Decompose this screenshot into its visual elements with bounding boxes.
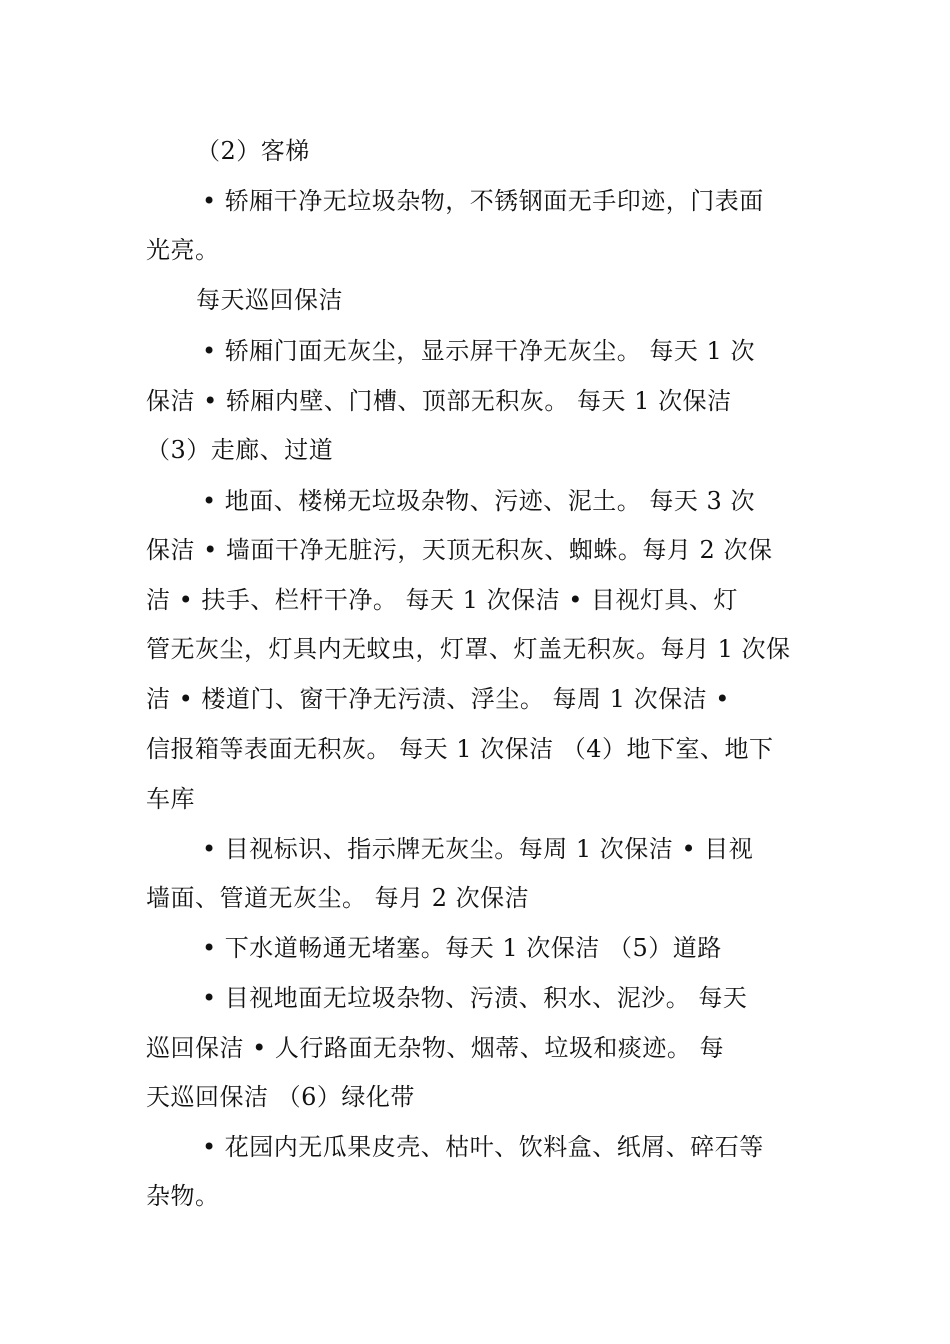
text-line: • 花园内无瓜果皮壳、枯叶、饮料盒、纸屑、碎石等 <box>202 1133 764 1161</box>
text-line: • 地面、楼梯无垃圾杂物、污迹、泥土。 每天 3 次 <box>202 487 755 515</box>
section-heading-elevator: （2）客梯 <box>196 137 310 165</box>
text-line: 洁 • 楼道门、窗干净无污渍、浮尘。 每周 1 次保洁 • <box>146 685 730 713</box>
text-line: 车库 <box>146 785 195 813</box>
text-line: 巡回保洁 • 人行路面无杂物、烟蒂、垃圾和痰迹。 每 <box>146 1034 725 1062</box>
text-line: 光亮。 <box>146 236 220 264</box>
text-line: • 轿厢干净无垃圾杂物，不锈钢面无手印迹，门表面 <box>202 187 764 215</box>
text-line: • 下水道畅通无堵塞。每天 1 次保洁 （5）道路 <box>202 934 722 962</box>
text-line: 墙面、管道无灰尘。 每月 2 次保洁 <box>146 884 530 912</box>
text-line: • 目视标识、指示牌无灰尘。每周 1 次保洁 • 目视 <box>202 835 754 863</box>
text-line: 保洁 • 墙面干净无脏污，天顶无积灰、蜘蛛。每月 2 次保 <box>146 536 773 564</box>
section-heading-corridor: （3）走廊、过道 <box>146 436 334 464</box>
text-line: 管无灰尘，灯具内无蚊虫，灯罩、灯盖无积灰。每月 1 次保 <box>146 635 791 663</box>
text-line: • 轿厢门面无灰尘，显示屏干净无灰尘。 每天 1 次 <box>202 337 755 365</box>
text-line: 每天巡回保洁 <box>196 286 343 314</box>
text-line: 洁 • 扶手、栏杆干净。 每天 1 次保洁 • 目视灯具、灯 <box>146 586 738 614</box>
text-line: 杂物。 <box>146 1182 220 1210</box>
text-line: 信报箱等表面无积灰。 每天 1 次保洁 （4）地下室、地下 <box>146 735 774 763</box>
text-line: • 目视地面无垃圾杂物、污渍、积水、泥沙。 每天 <box>202 984 748 1012</box>
text-line: 天巡回保洁 （6）绿化带 <box>146 1083 415 1111</box>
text-line: 保洁 • 轿厢内壁、门槽、顶部无积灰。 每天 1 次保洁 <box>146 387 732 415</box>
